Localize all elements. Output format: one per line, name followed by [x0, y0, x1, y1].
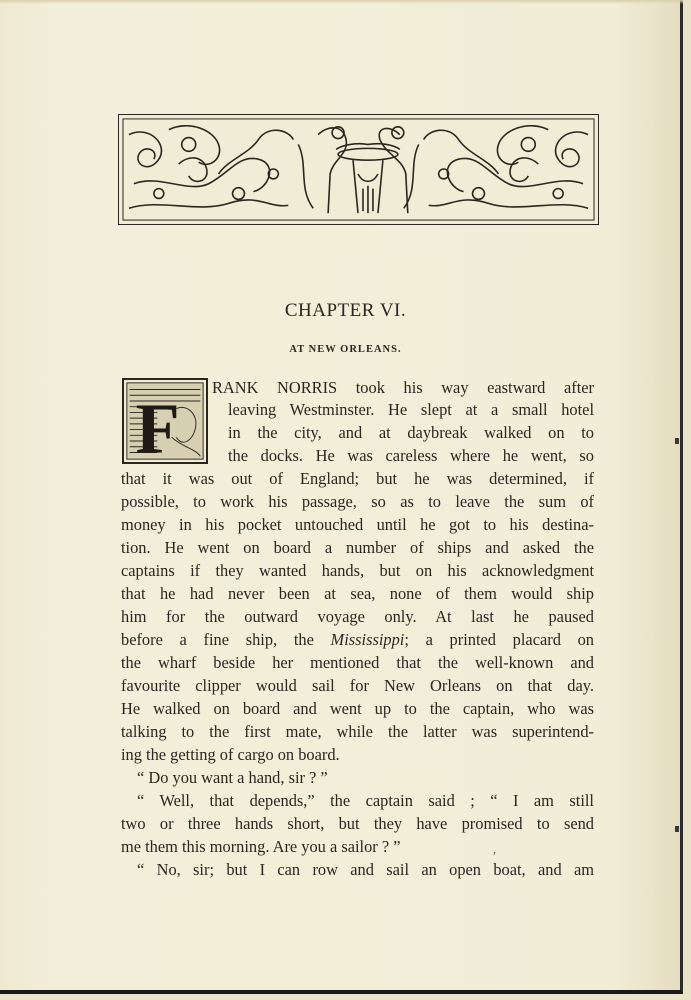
ship-name: Mississippi — [330, 630, 405, 649]
text-line: two or three hands short, but they have promised to send — [121, 814, 594, 833]
text-line: “ No, sir; but I can row and sail an open boat, and am — [137, 860, 594, 879]
page-edge — [0, 0, 683, 4]
text-line: that he had never been at sea, none of them would ship — [121, 584, 594, 603]
text-line: leaving Westminster. He slept at a small hotel — [228, 400, 594, 419]
text-line: money in his pocket untouched until he got to his destina- — [121, 515, 594, 534]
text-line: “ Do you want a hand, sir ? ” — [137, 768, 328, 787]
chapter-title: CHAPTER VI. — [284, 300, 407, 321]
text-line: “ Well, that depends,” the captain said ; “ I am still — [137, 791, 594, 810]
ink-speck: , — [493, 842, 496, 856]
text-line: the docks. He was careless where he went, so — [228, 446, 594, 465]
text-line: talking to the first mate, while the latter was superintend- — [121, 722, 594, 741]
text-line: RANK NORRIS took his way eastward after — [212, 378, 594, 397]
text-line: captains if they wanted hands, but on his acknowledgment — [121, 561, 594, 580]
chapter-subtitle: AT NEW ORLEANS. — [289, 344, 402, 355]
text-segment: before a fine ship, the — [121, 630, 331, 649]
text-line: favourite clipper would sail for New Orleans on that day. — [121, 676, 594, 695]
text-line: me them this morning. Are you a sailor ? ” — [121, 837, 401, 856]
text-line: He walked on board and went up to the captain, who was — [121, 699, 594, 718]
text-line-ship — [121, 629, 594, 651]
page-edge-mark — [675, 826, 679, 832]
text-line: tion. He went on board a number of ships and asked the — [121, 538, 594, 557]
drop-cap-glyph: F — [135, 387, 180, 462]
text-line: him for the outward voyage only. At last he paused — [121, 607, 594, 626]
text-line: the wharf beside her mentioned that the well-known and — [121, 653, 594, 672]
text-segment: ; a printed placard on — [404, 630, 594, 649]
ornamental-headpiece — [118, 114, 599, 225]
text-line: possible, to work his passage, so as to leave the sum of — [121, 492, 594, 511]
page-edge-mark — [675, 438, 679, 444]
text-line: ing the getting of cargo on board. — [121, 745, 340, 764]
text-line: in the city, and at daybreak walked on to — [228, 423, 594, 442]
text-line: that it was out of England; but he was determined, if — [121, 469, 594, 488]
drop-cap-letter — [122, 378, 208, 464]
